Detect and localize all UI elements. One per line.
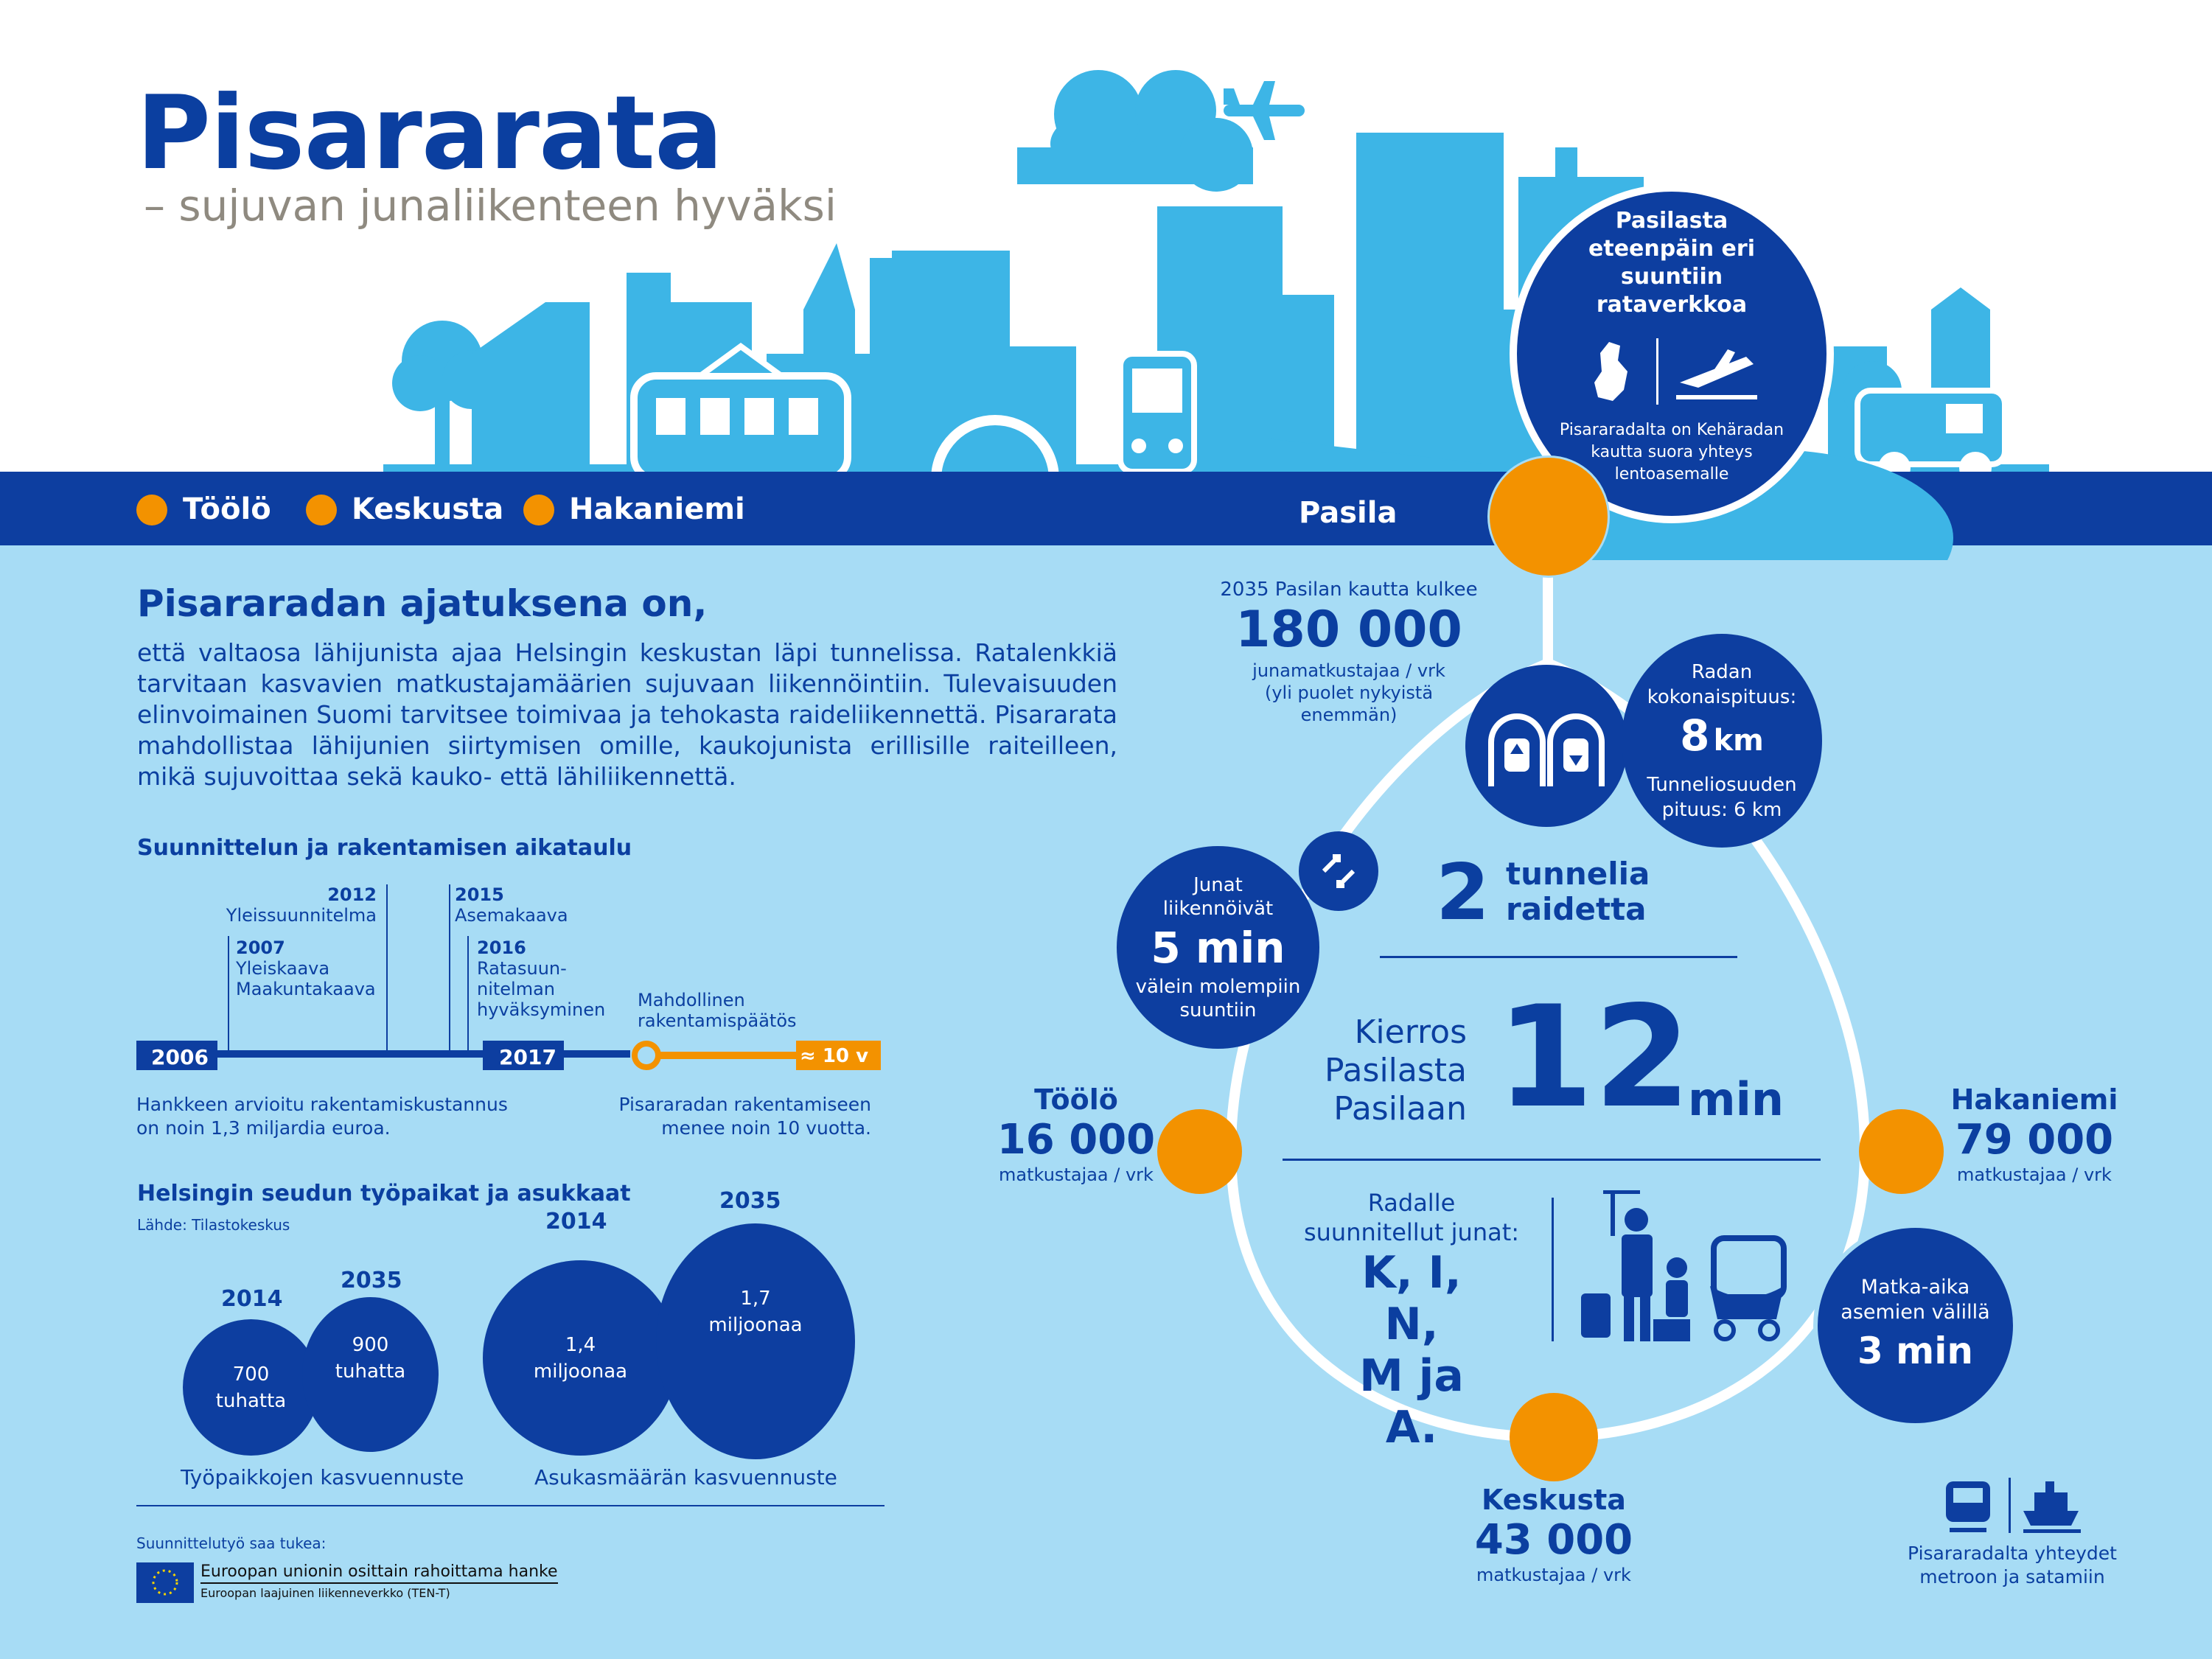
pasila-stats: 2035 Pasilan kautta kulkee 180 000 junamatkustajaa / vrk (yli puolet nykyistä enemmän) xyxy=(1220,579,1478,725)
station-hakaniemi: Hakaniemi 79 000 matkustajaa / vrk xyxy=(1950,1083,2118,1185)
length-unit: km xyxy=(1713,723,1764,758)
length-circle: Radan kokonaispituus: 8 km Tunneliosuuden pituus: 6 km xyxy=(1622,634,1822,848)
toolo-station-node xyxy=(1157,1109,1242,1194)
finland-map-icon xyxy=(1587,338,1639,405)
jobs-caption: Työpaikkojen kasvuennuste xyxy=(181,1465,464,1489)
growth-heading: Helsingin seudun työpaikat ja asukkaat xyxy=(137,1181,631,1206)
residents-bubble-2035: 1,7 miljoonaa xyxy=(656,1223,855,1459)
loop-value: 12 xyxy=(1496,976,1692,1139)
divider xyxy=(1380,956,1737,958)
loop-label: Kierros Pasilasta Pasilaan xyxy=(1325,1013,1467,1128)
tunnel-circle xyxy=(1465,665,1627,827)
page-title: Pisararata xyxy=(136,74,723,192)
residents-bubble-2014: 1,4 miljoonaa xyxy=(483,1260,678,1456)
metro-ship-icons xyxy=(1942,1478,2090,1537)
residents-year-2014: 2014 xyxy=(545,1209,607,1234)
timeline-event-2016: 2016 Ratasuun- nitelman hyväksyminen xyxy=(477,937,606,1020)
timeline-heading: Suunnittelun ja rakentamisen aikataulu xyxy=(137,835,632,861)
timeline-start-year: 2006 xyxy=(151,1045,209,1069)
cost-note: Hankkeen arvioitu rakentamiskustannus on noin 1,3 miljardia euroa. xyxy=(136,1094,508,1139)
station-dot-hakaniemi xyxy=(523,495,554,525)
connections-note: Pisararadalta yhteydet metroon ja satamiin xyxy=(1908,1543,2117,1588)
timeline-duration: ≈ 10 v xyxy=(800,1045,869,1067)
funding-line-2: Euroopan laajuinen liikenneverkko (TEN-T) xyxy=(200,1586,450,1600)
eu-flag-icon xyxy=(136,1562,194,1603)
hakaniemi-station-node xyxy=(1859,1109,1944,1194)
band-label-hakaniemi: Hakaniemi xyxy=(569,492,745,526)
intro-text: että valtaosa lähijunista ajaa Helsingin keskustan läpi tunnelissa. Ratalenkkiä tarvitaan kasvavien matkustajamäärien sujuvaan liikennöintiin. Tulevaisuuden elinvoimainen Suomi tarvitsee toimivaa ja tehokasta raideliikennettä. Pisararata mahdollistaa lähijunien siirtymisen omille, kaukojunista erillisille raiteilleen, mikä sujuvoittaa sekä kauko- että lähiliikennettä. xyxy=(137,638,1117,791)
length-value: 8 xyxy=(1680,710,1710,761)
station-toolo: Töölö 16 000 matkustajaa / vrk xyxy=(997,1083,1156,1185)
funding-line-1: Euroopan unionin osittain rahoittama hanke xyxy=(200,1562,558,1584)
intro-heading: Pisararadan ajatuksena on, xyxy=(137,582,708,625)
jobs-bubble-2035: 900 tuhatta xyxy=(302,1297,439,1452)
residents-year-2035: 2035 xyxy=(719,1188,781,1214)
frequency-circle: Junat liikennöivät 5 min välein molempiin suuntiin xyxy=(1117,846,1319,1049)
station-keskusta: Keskusta 43 000 matkustajaa / vrk xyxy=(1474,1484,1633,1585)
station-dot-toolo xyxy=(136,495,167,525)
timeline-event-2015: 2015 Asemakaava xyxy=(455,884,568,926)
airplane-takeoff-icon xyxy=(1676,342,1757,401)
train-tunnel-icon xyxy=(1484,705,1609,786)
pasila-station-node xyxy=(1487,455,1610,578)
band-label-pasila: Pasila xyxy=(1299,496,1398,530)
growth-source: Lähde: Tilastokeskus xyxy=(137,1216,290,1234)
ship-icon xyxy=(2023,1481,2081,1533)
divider xyxy=(1283,1159,1821,1161)
page-subtitle: – sujuvan junaliikenteen hyväksi xyxy=(144,181,837,231)
tunnel-count: 2 xyxy=(1436,848,1490,937)
bus-icon xyxy=(1120,354,1194,472)
station-dot-keskusta xyxy=(306,495,337,525)
divider xyxy=(1552,1198,1554,1341)
timeline-end-year: 2017 xyxy=(499,1045,557,1069)
divider xyxy=(136,1505,885,1506)
band-label-keskusta: Keskusta xyxy=(352,492,504,526)
jobs-bubble-2014: 700 tuhatta xyxy=(183,1319,319,1456)
divider xyxy=(1656,338,1658,405)
funding-label: Suunnittelutyö saa tukea: xyxy=(136,1534,327,1552)
pasila-bubble-heading: Pasilasta eteenpäin eri suuntiin rataverkkoa xyxy=(1588,208,1755,318)
pasila-bubble-note: Pisararadalta on Kehäradan kautta suora yhteys lentoasemalle xyxy=(1559,421,1784,483)
metro-icon xyxy=(1946,1481,1990,1532)
tunnel-label: tunnelia raidetta xyxy=(1506,856,1650,927)
passengers-icon xyxy=(1574,1190,1795,1345)
jobs-year-2035: 2035 xyxy=(341,1268,402,1293)
timeline-possible-decision: Mahdollinen rakentamispäätös xyxy=(638,990,797,1031)
duration-note: Pisararadan rakentamiseen menee noin 10 vuotta. xyxy=(618,1094,871,1139)
two-way-arrows-icon xyxy=(1299,831,1378,911)
loop-unit: min xyxy=(1688,1072,1784,1126)
band-label-toolo: Töölö xyxy=(183,492,271,526)
keskusta-station-node xyxy=(1510,1393,1598,1481)
timeline-event-2007: 2007 Yleiskaava Maakuntakaava xyxy=(236,937,376,999)
divider xyxy=(2009,1478,2011,1533)
jobs-year-2014: 2014 xyxy=(221,1286,283,1312)
timeline-event-2012: 2012 Yleissuunnitelma xyxy=(226,884,377,926)
residents-caption: Asukasmäärän kasvuennuste xyxy=(534,1465,837,1489)
cloud-icon xyxy=(1017,70,1253,192)
trains-value: K, I, N, M ja A. xyxy=(1359,1247,1464,1453)
trains-label: Radalle suunnitellut junat: xyxy=(1303,1189,1520,1246)
travel-time-circle: Matka-aika asemien välillä 3 min xyxy=(1813,1223,2017,1428)
